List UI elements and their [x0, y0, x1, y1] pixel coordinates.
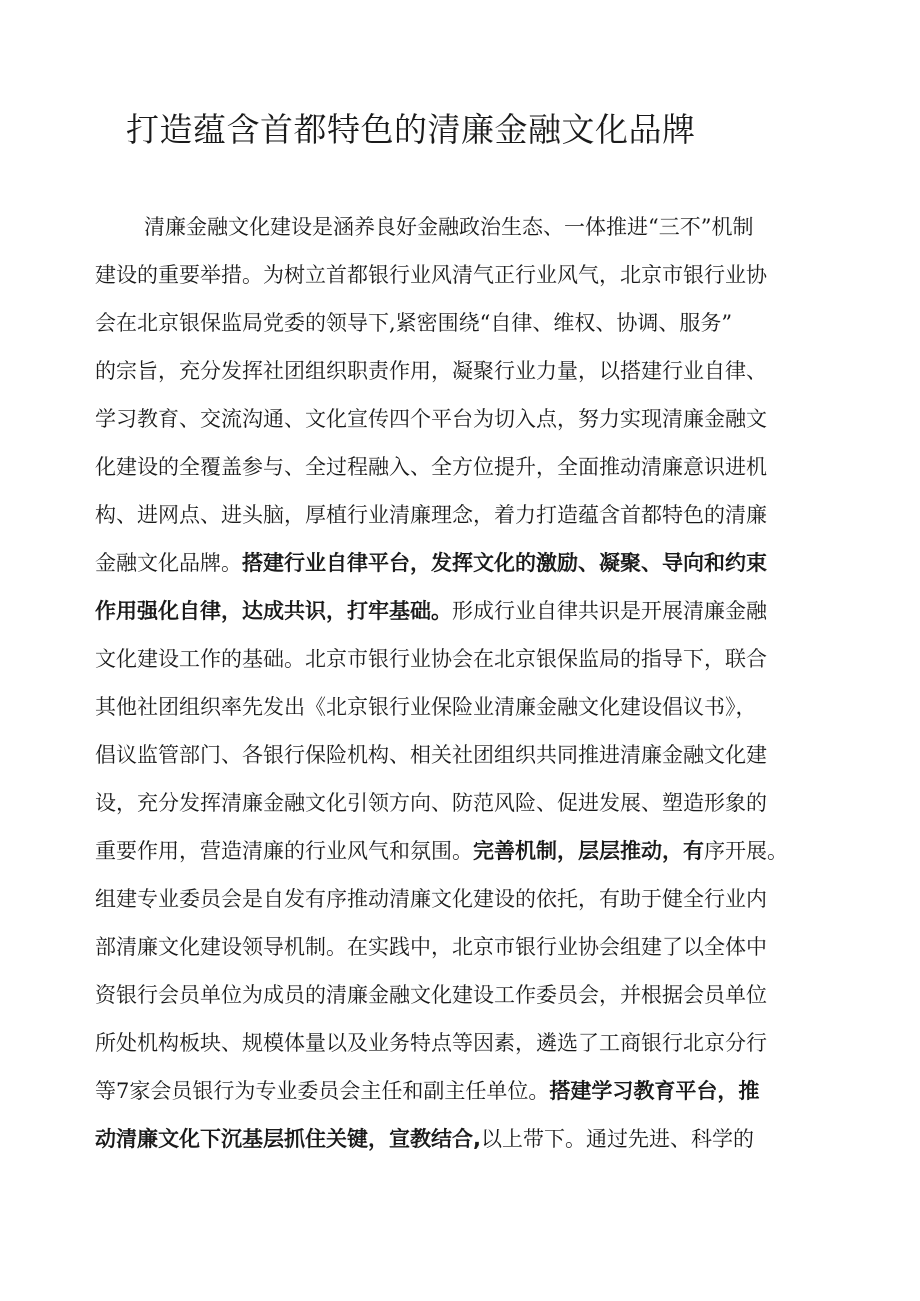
paragraph-line — [95, 779, 855, 827]
bold-text-run: 搭建学习教育平台，推 — [549, 1079, 760, 1103]
text-run: 建设的重要举措。为树立首都银行业风清气正行业风气，北京市银行业协 — [95, 263, 767, 287]
paragraph-line — [95, 203, 855, 251]
paragraph-line — [95, 923, 855, 971]
bold-text-run: 动清廉文化下沉基层抓住关键，宣教结合, — [95, 1127, 481, 1151]
text-run: 以上带下。通过先进、科学的 — [480, 1127, 754, 1151]
text-run: 学习教育、交流沟通、文化宣传四个平台为切入点，努力实现清廉金融文 — [95, 407, 767, 431]
text-run: 组建专业委员会是自发有序推动清廉文化建设的依托，有助于健全行业内 — [95, 887, 767, 911]
document-title: 打造蕴含首都特色的清廉金融文化品牌 — [126, 110, 696, 149]
text-run: 的宗旨，充分发挥社团组织职责作用，凝聚行业力量，以搭建行业自律、 — [95, 359, 767, 383]
paragraph-line — [95, 1115, 855, 1163]
paragraph-line — [95, 347, 855, 395]
text-run: 会在北京银保监局党委的领导下,紧密围绕“自律、维权、协调、服务” — [95, 311, 733, 335]
text-run: 资银行会员单位为成员的清廉金融文化建设工作委员会，并根据会员单位 — [95, 983, 767, 1007]
paragraph-line — [95, 587, 855, 635]
paragraph-line — [95, 683, 855, 731]
text-run: 文化建设工作的基础。北京市银行业协会在北京银保监局的指导下，联合 — [95, 647, 767, 671]
bold-text-run: 完善机制，层层推动，有 — [473, 839, 704, 863]
text-run: 形成行业自律共识是开展清廉金融 — [452, 599, 767, 623]
paragraph-line — [95, 299, 855, 347]
paragraph-line — [95, 443, 855, 491]
text-run: 其他社团组织率先发出《北京银行业保险业清廉金融文化建设倡议书》， — [95, 695, 757, 719]
bold-text-run: 搭建行业自律平台，发挥文化的激励、凝聚、导向和约束 — [242, 551, 767, 575]
text-run: 倡议监管部门、各银行保险机构、相关社团组织共同推进清廉金融文化建 — [95, 743, 767, 767]
paragraph-line — [95, 731, 855, 779]
paragraph-line — [95, 827, 855, 875]
paragraph-line — [95, 1067, 855, 1115]
text-run: 所处机构板块、规模体量以及业务特点等因素，遴选了工商银行北京分行 — [95, 1031, 767, 1055]
paragraph-line — [95, 635, 855, 683]
text-run: 序开展。 — [704, 839, 788, 863]
text-run: 清廉金融文化建设是涵养良好金融政治生态、一体推进“三不”机制 — [144, 215, 754, 239]
paragraph-line — [95, 875, 855, 923]
text-run: 等7家会员银行为专业委员会主任和副主任单位。 — [95, 1079, 550, 1103]
paragraph-line — [95, 1019, 855, 1067]
text-run: 构、进网点、进头脑，厚植行业清廉理念，着力打造蕴含首都特色的清廉 — [95, 503, 767, 527]
document-body — [95, 203, 855, 1163]
text-run: 部清廉文化建设领导机制。在实践中，北京市银行业协会组建了以全体中 — [95, 935, 767, 959]
bold-text-run: 作用强化自律，达成共识，打牢基础。 — [95, 599, 452, 623]
text-run: 设，充分发挥清廉金融文化引领方向、防范风险、促进发展、塑造形象的 — [95, 791, 767, 815]
paragraph-line — [95, 971, 855, 1019]
text-run: 金融文化品牌。 — [95, 551, 242, 575]
paragraph-line — [95, 395, 855, 443]
paragraph-line — [95, 491, 855, 539]
paragraph-line — [95, 251, 855, 299]
text-run: 重要作用，营造清廉的行业风气和氛围。 — [95, 839, 473, 863]
paragraph-line — [95, 539, 855, 587]
text-run: 化建设的全覆盖参与、全过程融入、全方位提升，全面推动清廉意识进机 — [95, 455, 767, 479]
